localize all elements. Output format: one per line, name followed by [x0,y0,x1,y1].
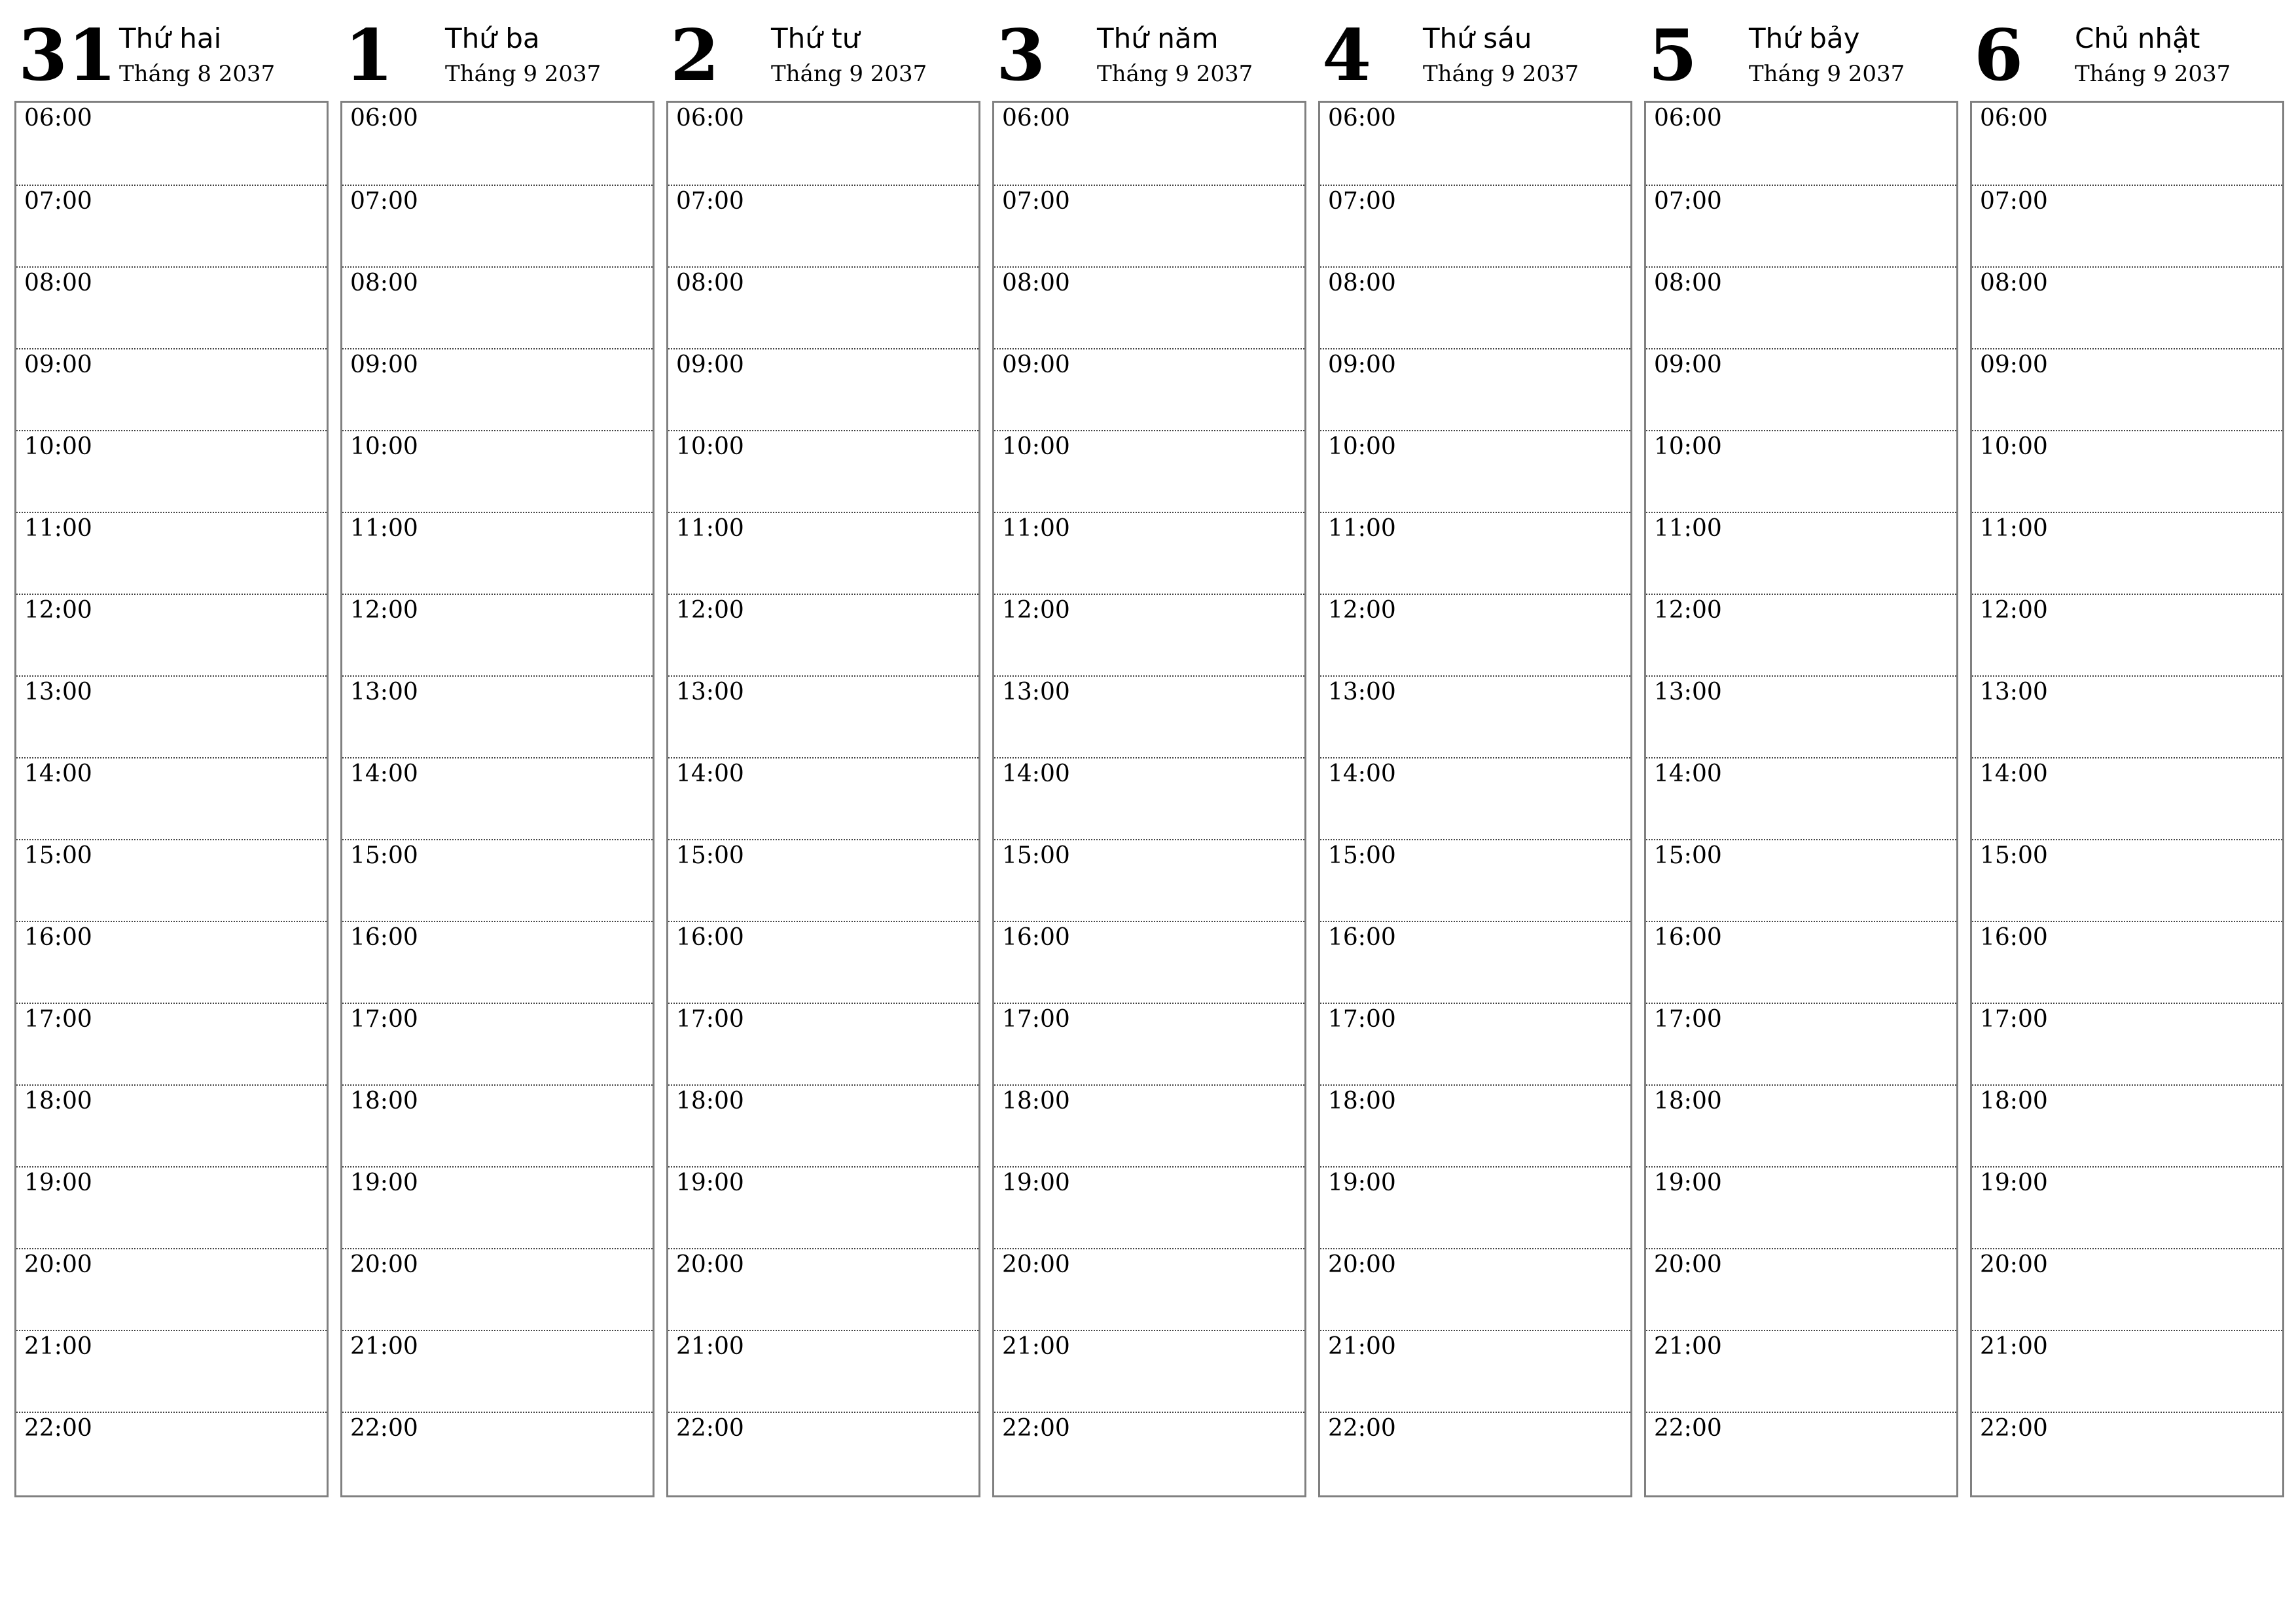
time-label: 11:00 [1002,515,1070,542]
time-slot[interactable] [342,1248,653,1330]
time-slot[interactable] [1320,1166,1630,1248]
time-label: 11:00 [350,515,418,542]
time-slot[interactable] [1972,594,2282,675]
time-slot[interactable] [16,266,327,348]
time-slot[interactable] [1320,1003,1630,1084]
time-label: 12:00 [1002,597,1070,624]
time-label: 08:00 [676,270,744,296]
time-slot[interactable] [16,348,327,430]
time-label: 06:00 [1980,105,2048,132]
time-slot[interactable] [1320,185,1630,266]
time-label: 08:00 [1980,270,2048,296]
time-label: 06:00 [1002,105,1070,132]
time-slot[interactable] [1972,757,2282,839]
time-label: 18:00 [1002,1088,1070,1115]
time-slot[interactable] [1972,1084,2282,1166]
time-label: 08:00 [350,270,418,296]
time-slot[interactable] [1972,430,2282,512]
time-label: 06:00 [1654,105,1722,132]
day-number: 2 [670,14,720,97]
day-column [666,0,980,1505]
month-year-label: Tháng 9 2037 [2075,61,2231,87]
time-slot[interactable] [668,839,978,921]
time-label: 18:00 [24,1088,92,1115]
time-label: 14:00 [1002,760,1070,787]
time-label: 19:00 [1654,1169,1722,1196]
weekday-label: Thứ hai [119,22,222,54]
time-slot[interactable] [342,185,653,266]
time-slot[interactable] [342,1084,653,1166]
day-number: 1 [344,14,394,97]
time-label: 10:00 [1980,433,2048,460]
time-label: 12:00 [350,597,418,624]
day-number: 4 [1322,14,1372,97]
time-label: 13:00 [1980,679,2048,705]
day-header [992,0,1306,98]
time-slot[interactable] [16,103,327,185]
time-label: 17:00 [24,1006,92,1033]
time-label: 21:00 [676,1333,744,1360]
time-label: 16:00 [676,924,744,951]
time-label: 17:00 [1328,1006,1396,1033]
time-slot[interactable] [668,1248,978,1330]
day-number: 31 [18,14,117,97]
time-slot[interactable] [1646,921,1956,1003]
time-label: 19:00 [1328,1169,1396,1196]
weekday-label: Thứ ba [445,22,540,54]
time-label: 11:00 [24,515,92,542]
time-label: 12:00 [1980,597,2048,624]
time-label: 13:00 [1328,679,1396,705]
time-label: 07:00 [24,188,92,215]
time-label: 10:00 [24,433,92,460]
time-label: 21:00 [350,1333,418,1360]
time-label: 22:00 [1654,1415,1722,1442]
time-label: 06:00 [350,105,418,132]
time-label: 10:00 [1002,433,1070,460]
time-label: 09:00 [24,351,92,378]
time-slot[interactable] [342,348,653,430]
time-slot[interactable] [668,266,978,348]
time-slot[interactable] [1972,185,2282,266]
day-column [1970,0,2284,1505]
time-slot[interactable] [1646,675,1956,757]
time-label: 14:00 [24,760,92,787]
time-slot[interactable] [342,1003,653,1084]
time-label: 21:00 [24,1333,92,1360]
time-label: 09:00 [350,351,418,378]
day-header [1318,0,1632,98]
time-slot[interactable] [668,348,978,430]
time-slot[interactable] [1320,103,1630,185]
time-slot[interactable] [1646,839,1956,921]
time-slot[interactable] [16,675,327,757]
time-label: 15:00 [1980,842,2048,869]
time-slot[interactable] [16,1412,327,1493]
time-slot[interactable] [994,1412,1304,1493]
time-label: 16:00 [350,924,418,951]
month-year-label: Tháng 9 2037 [1423,61,1579,87]
time-label: 10:00 [1328,433,1396,460]
time-slot[interactable] [994,839,1304,921]
time-label: 07:00 [1328,188,1396,215]
time-slot[interactable] [668,185,978,266]
time-label: 14:00 [1328,760,1396,787]
time-label: 08:00 [1654,270,1722,296]
time-label: 09:00 [1654,351,1722,378]
time-label: 13:00 [1002,679,1070,705]
time-label: 19:00 [1002,1169,1070,1196]
time-label: 20:00 [24,1251,92,1278]
time-label: 15:00 [1654,842,1722,869]
day-schedule-box [1318,101,1632,1497]
time-label: 21:00 [1328,1333,1396,1360]
time-slot[interactable] [342,430,653,512]
time-label: 20:00 [1654,1251,1722,1278]
time-slot[interactable] [1646,266,1956,348]
day-schedule-box [1644,101,1958,1497]
time-label: 11:00 [1654,515,1722,542]
time-slot[interactable] [16,594,327,675]
time-label: 17:00 [1980,1006,2048,1033]
time-slot[interactable] [16,1248,327,1330]
time-slot[interactable] [1646,103,1956,185]
time-label: 20:00 [1002,1251,1070,1278]
time-slot[interactable] [342,1412,653,1493]
time-slot[interactable] [16,1084,327,1166]
time-slot[interactable] [1972,348,2282,430]
time-label: 20:00 [1980,1251,2048,1278]
time-label: 10:00 [350,433,418,460]
time-slot[interactable] [668,1412,978,1493]
time-label: 22:00 [24,1415,92,1442]
time-slot[interactable] [1646,594,1956,675]
time-label: 20:00 [676,1251,744,1278]
day-schedule-box [1970,101,2284,1497]
day-header [14,0,329,98]
time-label: 07:00 [350,188,418,215]
day-schedule-box [14,101,329,1497]
time-label: 06:00 [1328,105,1396,132]
time-slot[interactable] [668,512,978,594]
time-slot[interactable] [1972,921,2282,1003]
time-label: 06:00 [676,105,744,132]
time-label: 07:00 [1654,188,1722,215]
time-slot[interactable] [994,1003,1304,1084]
time-slot[interactable] [1972,512,2282,594]
time-label: 09:00 [1980,351,2048,378]
time-label: 22:00 [1002,1415,1070,1442]
time-label: 16:00 [1002,924,1070,951]
day-header [1970,0,2284,98]
time-slot[interactable] [16,185,327,266]
month-year-label: Tháng 9 2037 [771,61,927,87]
time-slot[interactable] [994,1166,1304,1248]
time-slot[interactable] [1320,348,1630,430]
day-column [1318,0,1632,1505]
time-slot[interactable] [1972,1248,2282,1330]
month-year-label: Tháng 9 2037 [445,61,601,87]
time-label: 10:00 [1654,433,1722,460]
time-slot[interactable] [1646,185,1956,266]
day-header [666,0,980,98]
month-year-label: Tháng 8 2037 [119,61,276,87]
weekday-label: Chủ nhật [2075,22,2200,54]
time-label: 18:00 [1980,1088,2048,1115]
time-label: 14:00 [350,760,418,787]
time-slot[interactable] [1972,1166,2282,1248]
time-slot[interactable] [1320,594,1630,675]
time-label: 15:00 [350,842,418,869]
time-slot[interactable] [668,103,978,185]
day-header [340,0,655,98]
time-label: 16:00 [1328,924,1396,951]
time-slot[interactable] [1972,675,2282,757]
time-slot[interactable] [1646,512,1956,594]
time-label: 22:00 [1980,1415,2048,1442]
weekday-label: Thứ sáu [1423,22,1532,54]
day-schedule-box [992,101,1306,1497]
time-label: 09:00 [1002,351,1070,378]
day-schedule-box [340,101,655,1497]
time-label: 13:00 [1654,679,1722,705]
month-year-label: Tháng 9 2037 [1097,61,1253,87]
time-slot[interactable] [1646,1003,1956,1084]
time-label: 14:00 [1980,760,2048,787]
time-label: 16:00 [1980,924,2048,951]
time-slot[interactable] [994,103,1304,185]
time-slot[interactable] [16,921,327,1003]
time-label: 10:00 [676,433,744,460]
time-slot[interactable] [668,594,978,675]
time-slot[interactable] [668,1084,978,1166]
time-slot[interactable] [1320,1084,1630,1166]
time-slot[interactable] [994,1248,1304,1330]
time-label: 06:00 [24,105,92,132]
time-label: 12:00 [676,597,744,624]
time-slot[interactable] [342,103,653,185]
time-slot[interactable] [1972,1412,2282,1493]
time-slot[interactable] [342,675,653,757]
time-slot[interactable] [994,675,1304,757]
time-label: 19:00 [350,1169,418,1196]
time-slot[interactable] [994,1330,1304,1412]
time-slot[interactable] [1320,1412,1630,1493]
time-slot[interactable] [342,757,653,839]
time-slot[interactable] [994,594,1304,675]
time-label: 18:00 [350,1088,418,1115]
time-slot[interactable] [342,266,653,348]
day-column [14,0,329,1505]
time-label: 07:00 [676,188,744,215]
time-label: 11:00 [1328,515,1396,542]
time-slot[interactable] [1320,921,1630,1003]
time-slot[interactable] [668,921,978,1003]
time-label: 12:00 [1328,597,1396,624]
time-label: 16:00 [1654,924,1722,951]
time-label: 18:00 [1654,1088,1722,1115]
time-slot[interactable] [668,430,978,512]
time-label: 17:00 [676,1006,744,1033]
day-header [1644,0,1958,98]
time-slot[interactable] [342,512,653,594]
time-slot[interactable] [1320,1248,1630,1330]
time-slot[interactable] [1320,266,1630,348]
time-slot[interactable] [994,348,1304,430]
time-label: 20:00 [350,1251,418,1278]
time-slot[interactable] [1646,1248,1956,1330]
time-label: 09:00 [1328,351,1396,378]
time-label: 19:00 [676,1169,744,1196]
time-slot[interactable] [1320,839,1630,921]
weekday-label: Thứ bảy [1749,22,1860,54]
day-column [992,0,1306,1505]
weekday-label: Thứ năm [1097,22,1219,54]
time-slot[interactable] [1646,1166,1956,1248]
time-slot[interactable] [1320,757,1630,839]
time-label: 14:00 [676,760,744,787]
time-slot[interactable] [1972,1003,2282,1084]
time-label: 11:00 [1980,515,2048,542]
day-column [340,0,655,1505]
time-slot[interactable] [1646,757,1956,839]
time-slot[interactable] [1972,1330,2282,1412]
time-label: 11:00 [676,515,744,542]
time-label: 22:00 [1328,1415,1396,1442]
time-label: 22:00 [676,1415,744,1442]
time-label: 16:00 [24,924,92,951]
time-label: 18:00 [676,1088,744,1115]
time-slot[interactable] [1646,348,1956,430]
time-slot[interactable] [994,430,1304,512]
time-slot[interactable] [16,1330,327,1412]
time-label: 07:00 [1002,188,1070,215]
time-label: 19:00 [1980,1169,2048,1196]
time-slot[interactable] [994,185,1304,266]
day-number: 5 [1648,14,1698,97]
time-slot[interactable] [994,921,1304,1003]
time-label: 17:00 [350,1006,418,1033]
time-slot[interactable] [1320,430,1630,512]
time-label: 12:00 [1654,597,1722,624]
time-label: 21:00 [1002,1333,1070,1360]
month-year-label: Tháng 9 2037 [1749,61,1905,87]
time-slot[interactable] [994,1084,1304,1166]
time-label: 15:00 [1002,842,1070,869]
time-slot[interactable] [342,1330,653,1412]
time-slot[interactable] [994,266,1304,348]
time-label: 13:00 [676,679,744,705]
time-slot[interactable] [1972,839,2282,921]
time-slot[interactable] [1646,1084,1956,1166]
time-label: 08:00 [24,270,92,296]
time-label: 17:00 [1002,1006,1070,1033]
time-label: 15:00 [24,842,92,869]
time-slot[interactable] [342,839,653,921]
time-label: 15:00 [676,842,744,869]
weekday-label: Thứ tư [771,22,860,54]
time-slot[interactable] [1320,512,1630,594]
time-label: 19:00 [24,1169,92,1196]
time-label: 20:00 [1328,1251,1396,1278]
time-label: 13:00 [350,679,418,705]
time-slot[interactable] [1972,103,2282,185]
time-slot[interactable] [342,921,653,1003]
time-slot[interactable] [16,430,327,512]
time-label: 08:00 [1002,270,1070,296]
time-slot[interactable] [342,1166,653,1248]
time-slot[interactable] [668,1330,978,1412]
time-slot[interactable] [1972,266,2282,348]
day-column [1644,0,1958,1505]
time-slot[interactable] [1646,1330,1956,1412]
time-label: 21:00 [1654,1333,1722,1360]
time-slot[interactable] [1646,430,1956,512]
time-label: 17:00 [1654,1006,1722,1033]
time-slot[interactable] [668,1003,978,1084]
day-number: 6 [1974,14,2024,97]
time-slot[interactable] [342,594,653,675]
time-slot[interactable] [668,1166,978,1248]
time-slot[interactable] [1320,1330,1630,1412]
time-label: 21:00 [1980,1333,2048,1360]
time-label: 14:00 [1654,760,1722,787]
time-label: 13:00 [24,679,92,705]
time-slot[interactable] [16,1003,327,1084]
time-slot[interactable] [1646,1412,1956,1493]
time-slot[interactable] [994,757,1304,839]
time-slot[interactable] [668,757,978,839]
time-slot[interactable] [668,675,978,757]
time-label: 12:00 [24,597,92,624]
time-slot[interactable] [16,1166,327,1248]
time-slot[interactable] [16,839,327,921]
time-label: 15:00 [1328,842,1396,869]
time-slot[interactable] [1320,675,1630,757]
time-label: 09:00 [676,351,744,378]
time-slot[interactable] [16,757,327,839]
day-number: 3 [996,14,1046,97]
day-schedule-box [666,101,980,1497]
time-label: 22:00 [350,1415,418,1442]
time-label: 18:00 [1328,1088,1396,1115]
time-label: 08:00 [1328,270,1396,296]
time-slot[interactable] [16,512,327,594]
time-slot[interactable] [994,512,1304,594]
time-label: 07:00 [1980,188,2048,215]
